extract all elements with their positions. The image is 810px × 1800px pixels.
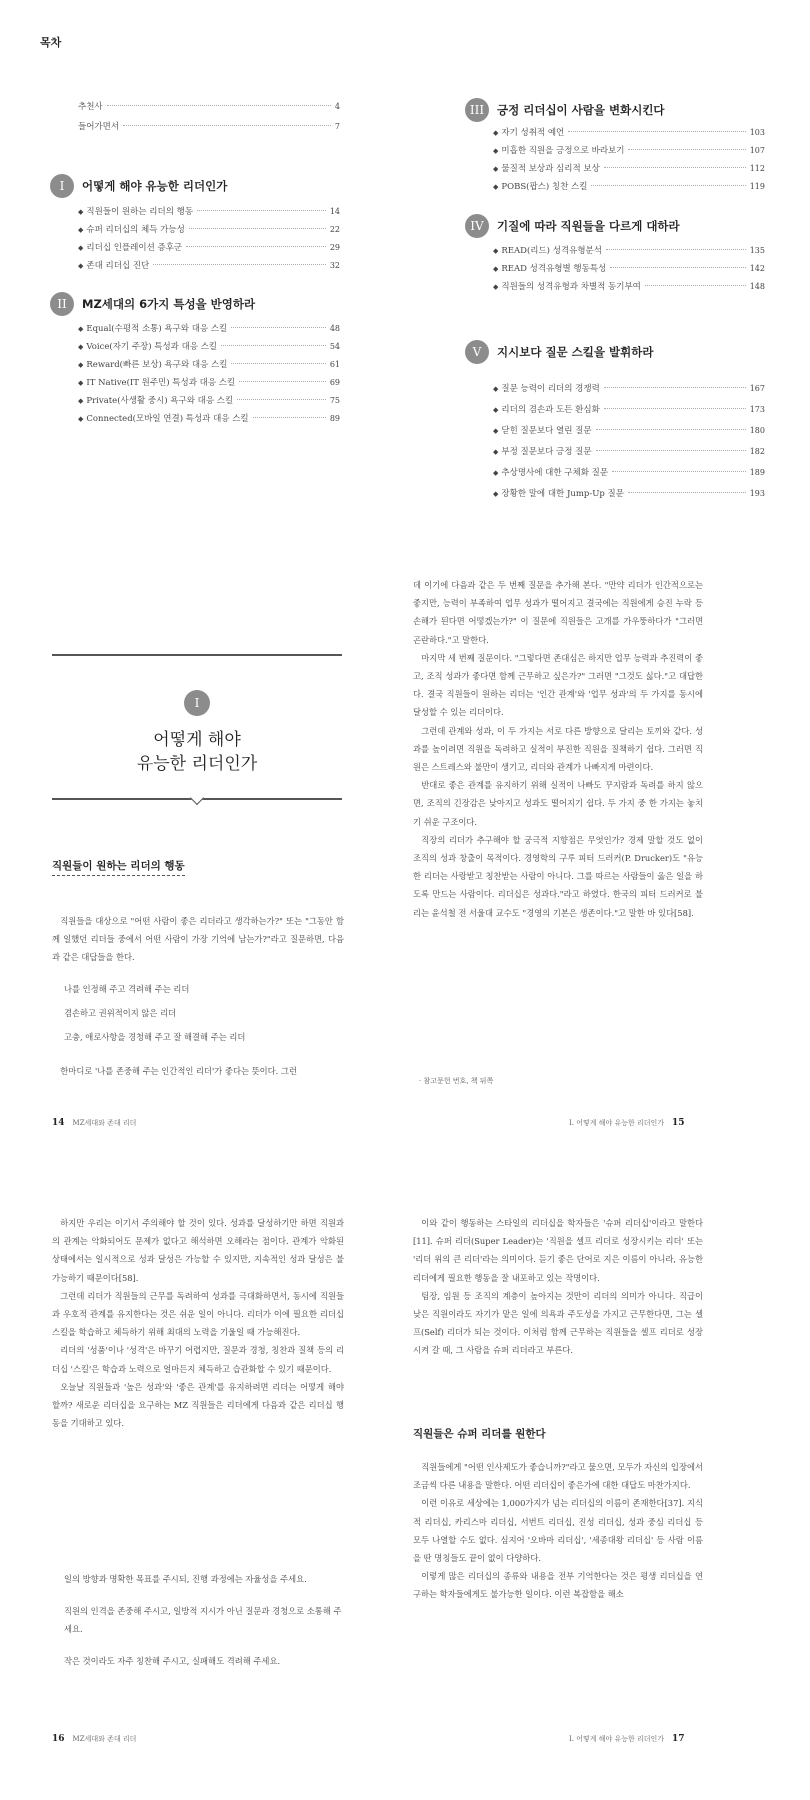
spread-pages-16-17 [0,1190,810,1800]
part-numeral-badge: I [50,174,74,198]
quote-item: 겸손하고 권위적이지 않은 리더 [64,1008,177,1018]
page-15 [405,580,810,1190]
page-number: 15 [672,1118,685,1128]
toc-entry[interactable]: ◆ 닫힌 질문보다 열린 질문 180 [493,426,765,436]
running-title: MZ세대와 존대 리더 [72,1735,137,1743]
toc-entry[interactable]: ◆ 슈퍼 리더십의 체득 가능성 22 [78,225,340,235]
page-footer [52,1118,136,1128]
body-paragraph: 직원들을 대상으로 "어떤 사람이 좋은 리더라고 생각하는가?" 또는 "그동안 함께 일했던 리더들 중에서 어떤 사람이 가장 기억에 남는가?"라고 질문하면, 다음과 같은 대답들을 한다. [52,916,344,963]
running-title: MZ세대와 존대 리더 [72,1119,137,1127]
quote-item: 고충, 애로사항을 경청해 주고 잘 해결해 주는 리더 [64,1032,246,1042]
body-text-block: 데 이기에 다음과 같은 두 번째 질문을 추가해 본다. "만약 리더가 인간적으로는 좋지만, 능력이 부족하여 업무 성과가 떨어지고 결국에는 직원에게 승진 누락 등 손해가 된다면 어떻겠는가?" 이 질문에 직원들은 고개를 가우뚱하다가 "그러면 곤란하다."고 말한다. 마지막 세 번째 질문이다. "그렇다면 존대심은 하지만 업무 능력과 추진력이 좋고, 조직 성과가 좋다면 함께 근무하고 싶은가?" 그러면 "그것도 싫다."고 대답한다. 결국 직원들이 원하는 리더는 '인간 관계'와 '업무 성과'의 두 가지를 동시에 달성할 수 있는 리더이다. 그런데 관계와 성과, 이 두 가지는 서로 다른 방향으로 달리는 토끼와 같다. 성과를 높이려면 직원을 독려하고 실적이 부진한 직원을 질책하기 쉽다. 그러면 직원은 스트레스와 불만이 생기고, 리더와 관계가 나빠지게 마련이다. 반대로 좋은 관계를 유지하기 위해 실적이 나빠도 꾸지람과 독려를 하지 않으면, 조직의 긴장감은 낮아지고 성과도 떨어지기 쉽다. 두 가지 중 한 가지는 놓치기 쉬운 구조이다. 직장의 리더가 추구해야 할 궁극적 지향점은 무엇인가? 경제 말할 것도 없이 조직의 성과 창출이 목적이다. 경영학의 구루 피터 드러커(P. Drucker)도 "유능한 리더는 사랑받고 칭찬받는 사람이 아니다. 그를 따르는 사람들이 옳은 일을 하도록 만드는 사람이다. 리더십은 성과다."라고 하였다. 한국의 피터 드러커로 불리는 윤석철 전 서울대 교수도 "경영의 기본은 생존이다."고 말한 바 있다[58]. [413,580,704,918]
toc-entry[interactable]: ◆ 추상명사에 대한 구체화 질문 189 [493,468,765,478]
toc-entry[interactable]: ◆ Connected(모바일 연결) 특성과 대응 스킬 89 [78,414,340,424]
toc-entry[interactable]: 추천사 4 [78,102,340,112]
toc-entry[interactable]: ◆ 존대 리더십 진단 32 [78,261,340,271]
footnote: · 참고문헌 번호, 책 뒤쪽 [419,1077,494,1085]
toc-entry[interactable]: ◆ 직원들이 원하는 리더의 행동 14 [78,207,340,217]
part-title: MZ세대의 6가지 특성을 반영하라 [82,297,256,311]
toc-entry[interactable]: ◆ READ(리드) 성격유형분석 135 [493,246,765,256]
toc-entry[interactable]: 들어가면서 7 [78,122,340,132]
page-footer [52,1734,136,1744]
spread-pages-14-15 [0,580,810,1190]
quote-list [64,980,344,1052]
page-17 [405,1190,810,1800]
section-heading: 직원들이 원하는 리더의 행동 [52,858,185,876]
quote-item: 나를 인정해 주고 격려해 주는 리더 [64,984,190,994]
quote-item: 일의 방향과 명확한 목표를 주시되, 진행 과정에는 자율성을 주세요. [64,1574,307,1584]
toc-entry[interactable]: ◆ 자기 성취적 예언 103 [493,128,765,138]
part-title: 지시보다 질문 스킬을 발휘하라 [497,345,654,359]
section-heading: 직원들은 슈퍼 리더를 원한다 [413,1428,546,1440]
part-title: 어떻게 해야 유능한 리더인가 [82,179,228,193]
page-16 [0,1190,405,1800]
chapter-title-line2: 유능한 리더인가 [136,754,258,774]
toc-entry[interactable]: ◆ READ 성격유형별 행동특성 142 [493,264,765,274]
part-numeral-badge: III [465,98,489,122]
page-number: 17 [672,1734,685,1744]
toc-heading: 목차 [40,36,62,49]
toc-entry[interactable]: ◆ IT Native(IT 원주민) 특성과 대응 스킬 69 [78,378,340,388]
part-title: 긍정 리더십이 사람을 변화시킨다 [497,103,665,117]
page-footer [569,1734,685,1744]
toc-entry[interactable]: ◆ 물질적 보상과 심리적 보상 112 [493,164,765,174]
page-number: 14 [52,1118,65,1128]
toc-entry[interactable]: ◆ Private(사생활 중시) 욕구와 대응 스킬 75 [78,396,340,406]
quote-list [64,1570,344,1676]
chapter-title-line1: 어떻게 해야 [153,730,241,750]
page-footer [569,1118,685,1128]
toc-part-4[interactable] [465,212,765,240]
toc-entry[interactable]: ◆ 질문 능력이 리더의 경쟁력 167 [493,384,765,394]
body-text-block: 직원들에게 "어떤 인사제도가 좋습니까?"라고 물으면, 모두가 자신의 입장에서 조금씩 다른 내용을 말한다. 어떤 리더십이 좋은가에 대한 대답도 마찬가지다. 이런 이유로 세상에는 1,000가지가 넘는 리더십의 이름이 존재한다[37]. 지식적 리더십, 카리스마 리더십, 서번트 리더십, 진성 리더십, 성과 중심 리더십 등 모두 나열할 수도 없다. 심지어 '오바마 리더십', '세종대왕 리더십' 등 사람 이름을 딴 명칭들도 끝이 없이 다양하다. 이렇게 많은 리더십의 종류와 내용을 전부 기억한다는 것은 평생 리더십을 연구하는 학자들에게도 불가능한 일이다. 이런 복잡함을 해소 [413,1462,703,1600]
running-title: I. 어떻게 해야 유능한 리더인가 [569,1735,665,1743]
toc-part-5[interactable] [465,338,765,366]
toc-entry[interactable]: ◆ POBS(팝스) 칭찬 스킬 119 [493,182,765,192]
page-14 [0,590,405,1190]
toc-entry[interactable]: ◆ 장황한 말에 대한 Jump-Up 질문 193 [493,489,765,499]
quote-item: 작은 것이라도 자주 칭찬해 주시고, 실패해도 격려해 주세요. [64,1656,281,1666]
toc-entry[interactable]: ◆ Reward(빠른 보상) 욕구와 대응 스킬 61 [78,360,340,370]
toc-entry[interactable]: ◆ 리더의 겸손과 도든 환심화 173 [493,405,765,415]
running-title: I. 어떻게 해야 유능한 리더인가 [569,1119,665,1127]
part-numeral-badge: II [50,292,74,316]
toc-entry[interactable]: ◆ 미흡한 직원을 긍정으로 바라보기 107 [493,146,765,156]
toc-part-1[interactable] [50,172,340,200]
toc-entry[interactable]: ◆ 직원들의 성격유형과 차별적 동기부여 148 [493,282,765,292]
toc-part-3[interactable] [465,96,765,124]
chapter-caret-decoration [190,791,204,805]
chapter-numeral-badge: I [184,690,210,716]
body-text-block: 이와 같이 행동하는 스타일의 리더십을 학자들은 '슈퍼 리더십'이라고 말한다[11]. 슈퍼 리더(Super Leader)는 '직원을 셀프 리더로 성장시키는 리더' 또는 '리더 위의 큰 리더'라는 의미이다. 듣기 좋은 단어로 지은 이름이 아니라, 유능한 리더에게 필요한 행동을 잘 내포하고 있는 작명이다. 팀장, 임원 등 조직의 계층이 높아지는 것만이 리더의 의미가 아니다. 직급이 낮은 직원이라도 자기가 맡은 일에 의욕과 주도성을 가지고 근무한다면, 그는 셀프(Self) 리더가 되는 것이다. 이처럼 함께 근무하는 직원들을 셀프 리더로 성장시켜 갈 때, 그 사람을 슈퍼 리더라고 부른다. [413,1218,703,1356]
body-text-block: 하지만 우리는 이기서 주의해야 할 것이 있다. 성과를 달성하기만 하면 직원과의 관계는 악화되어도 문제가 없다고 해석하면 오해라는 점이다. 관계가 악화된 상태에서는 일시적으로 성과 달성은 가능할 수 있지만, 지속적인 성과 달성은 불가능하기 때문이다[58]. 그런데 리더가 직원들의 근무를 독려하여 성과를 극대화하면서, 동시에 직원들과 우호적 관계를 유지한다는 것은 쉬운 일이 아니다. 리더가 이에 필요한 리더십 스킬을 학습하고 체득하기 위해 최대의 노력을 기울일 때 가능해진다. 리더의 '성품'이나 '성격'은 바꾸기 어렵지만, 질문과 경청, 칭찬과 질책 등의 리더십 '스킬'은 학습과 노력으로 얼마든지 체득하고 습관화할 수 있기 때문이다. 오늘날 직원들과 '높은 성과'와 '좋은 관계'를 유지하려면 리더는 어떻게 해야 할까? 새로운 리더십을 요구하는 MZ 직원들은 리더에게 다음과 같은 리더십 행동을 기대하고 있다. [52,1218,344,1429]
part-numeral-badge: V [465,340,489,364]
toc-part-2[interactable] [50,290,340,318]
quote-item: 직원의 인격을 존중해 주시고, 일방적 지시가 아닌 질문과 경청으로 소통해 주세요. [64,1606,342,1634]
body-paragraph: 한마디로 '나를 존중해 주는 인간적인 리더'가 좋다는 뜻이다. 그런 [60,1066,297,1076]
toc-page [0,0,810,590]
toc-entry[interactable]: ◆ 부정 질문보다 긍정 질문 182 [493,447,765,457]
part-numeral-badge: IV [465,214,489,238]
toc-entry[interactable]: ◆ Equal(수평적 소통) 욕구와 대응 스킬 48 [78,324,340,334]
page-number: 16 [52,1734,65,1744]
chapter-top-rule [52,654,342,656]
part-title: 기질에 따라 직원들을 다르게 대하라 [497,219,680,233]
toc-entry[interactable]: ◆ Voice(자기 주장) 특성과 대응 스킬 54 [78,342,340,352]
toc-entry[interactable]: ◆ 리더십 인플레이션 증후군 29 [78,243,340,253]
